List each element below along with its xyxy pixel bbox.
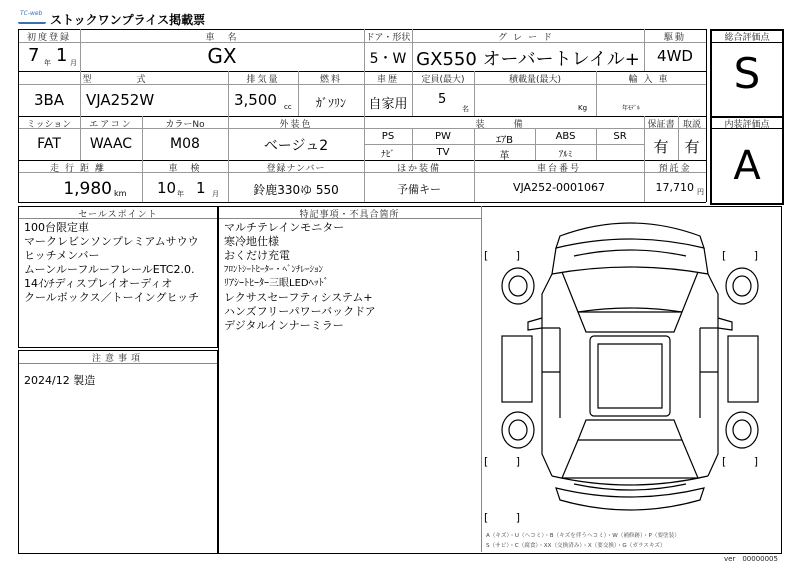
- load-unit: Kg: [578, 104, 588, 112]
- reg-year-unit: 年: [44, 59, 51, 67]
- logo: [18, 8, 46, 24]
- list-item: ﾘｱｼｰﾄﾋｰﾀｰ三眼LEDﾍｯﾄﾞ: [224, 278, 329, 289]
- other-equipment-header: ほか装備: [396, 164, 441, 174]
- special-notes-header: 特記事項・不具合箇所: [299, 210, 400, 220]
- inspection-month: 1: [196, 179, 206, 197]
- car-name: GX: [207, 44, 237, 68]
- list-item: マルチテレインモニター: [224, 221, 345, 234]
- model-header: 型 式: [82, 75, 164, 85]
- color-no-header: カラーNo: [165, 120, 205, 130]
- equip-ps: PS: [381, 131, 395, 142]
- drive-header: 駆動: [663, 33, 686, 43]
- special-notes-list: [224, 221, 376, 333]
- import-header: 輸入車: [628, 75, 674, 85]
- recycle-unit: 円: [697, 188, 704, 196]
- interior-grade-header: 内装評価点: [724, 120, 770, 130]
- bracket-top-left: [ ]: [484, 249, 533, 262]
- grade-header: グレード: [497, 33, 558, 43]
- list-item: ヒッチメンバー: [24, 249, 100, 262]
- recycle-value: 17,710: [655, 181, 694, 194]
- car-name-header: 車 名: [205, 33, 239, 43]
- displacement-value: 3,500: [234, 91, 277, 109]
- list-item: マークレビンソンプレミアムサウウ: [24, 235, 199, 248]
- list-item: ハンズフリーパワーバックドア: [224, 305, 376, 318]
- mission-value: FAT: [37, 136, 61, 152]
- door-header: ドア・形状: [365, 33, 411, 43]
- list-item: 寒冷地仕様: [224, 235, 279, 248]
- bracket-bottom-right: [ ]: [722, 455, 771, 468]
- grade-value: GX550 オーバートレイル+: [416, 49, 640, 70]
- list-item: デジタルインナーミラー: [224, 319, 344, 332]
- reg-month-unit: 月: [70, 59, 77, 67]
- equip-sr: SR: [613, 131, 627, 142]
- sales-point-list: [24, 221, 199, 305]
- exterior-color-header: 外装色: [279, 120, 313, 130]
- history-header: 車歴: [376, 75, 399, 85]
- inspection-year-unit: 年: [177, 190, 184, 198]
- model-prefix: 3BA: [33, 91, 65, 109]
- list-item: 14ｲﾝﾁディスプレイオーディオ: [24, 277, 173, 290]
- load-header: 積載量(最大): [508, 75, 562, 85]
- equip-pw: PW: [435, 131, 451, 142]
- chassis-header: 車台番号: [536, 164, 581, 174]
- first-reg-header: 初度登録: [26, 33, 71, 43]
- fuel-header: 燃料: [319, 75, 342, 85]
- warranty-value: 有: [653, 138, 669, 156]
- bracket-bottom-center: [ ]: [484, 511, 533, 524]
- aircon-header: エアコン: [89, 120, 133, 130]
- mileage-header: 走行距離: [49, 164, 110, 174]
- list-item: 100台限定車: [24, 221, 89, 234]
- bracket-top-right: [ ]: [722, 249, 771, 262]
- notes-header: 注意事項: [91, 354, 144, 364]
- overall-score: S: [733, 49, 761, 98]
- door-type: 5・W: [369, 51, 407, 67]
- equip-leather: 革: [499, 151, 510, 162]
- recycle-header: 預託金: [658, 164, 692, 174]
- equip-abs: ABS: [555, 131, 576, 142]
- equipment-header: 装 備: [475, 120, 533, 130]
- mileage-unit: km: [114, 189, 127, 198]
- list-item: レクサスセーフティシステム+: [224, 291, 373, 304]
- version-label: ver 00000005: [724, 555, 778, 563]
- list-item: おくだけ充電: [224, 249, 290, 262]
- aircon-value: WAAC: [89, 136, 133, 152]
- list-item: クールボックス／トーイングヒッチ: [24, 291, 200, 304]
- list-item: ムーンルーフルーフレールETC2.0.: [24, 263, 195, 276]
- logo-text: TC-web: [20, 10, 43, 17]
- list-item: ﾌﾛﾝﾄｼｰﾄﾋｰﾀｰ・ﾍﾞﾝﾁﾚｰｼｮﾝ: [224, 265, 324, 275]
- mission-header: ミッション: [26, 120, 72, 130]
- sales-point-header: セールスポイント: [78, 210, 158, 220]
- displacement-unit: cc: [284, 103, 292, 111]
- reg-month: 1: [56, 45, 68, 66]
- manual-header: 取説: [682, 120, 701, 130]
- interior-score: A: [733, 143, 761, 189]
- car-damage-diagram: [482, 208, 778, 528]
- exterior-color-value: ベージュ2: [263, 138, 329, 154]
- list-item: 2024/12 製造: [24, 374, 96, 387]
- plate-header: 登録ナンバー: [266, 164, 326, 174]
- inspection-year: 10: [157, 179, 177, 197]
- equip-navi: ﾅﾋﾞ: [381, 150, 395, 160]
- mileage-value: 1,980: [63, 179, 112, 199]
- color-no-value: M08: [170, 136, 200, 152]
- bracket-bottom-left: [ ]: [484, 455, 533, 468]
- warranty-header: 保証書: [647, 120, 675, 130]
- inspection-header: 車 検: [168, 164, 202, 174]
- model-code: VJA252W: [86, 91, 155, 109]
- plate-value: 鈴鹿330ゆ 550: [253, 183, 339, 197]
- chassis-value: VJA252-0001067: [512, 181, 606, 194]
- notes-list: [24, 374, 95, 388]
- manual-value: 有: [684, 138, 700, 156]
- other-equipment-value: 予備キー: [397, 183, 441, 196]
- inspection-month-unit: 月: [212, 190, 219, 198]
- overall-grade-header: 総合評価点: [724, 33, 770, 43]
- capacity-value: 5: [438, 92, 447, 107]
- equip-tv: TV: [436, 147, 450, 158]
- capacity-header: 定員(最大): [421, 75, 465, 85]
- history-value: 自家用: [368, 97, 408, 112]
- legend-line-2: S（サビ）・C（腐食）・XX（交換済み）・X（要交換）・G（ガラスキズ）: [486, 543, 666, 549]
- equip-airbag: ｴｱB: [496, 135, 513, 146]
- legend-line-1: A（キズ）・U（ヘコミ）・B（キズを伴うヘコミ）・W（補修跡）・P（要塗装）: [486, 533, 680, 539]
- year-model-label: 年ﾓﾃﾞﾙ: [622, 105, 641, 112]
- drive-value: 4WD: [657, 47, 693, 65]
- form-title: ストックワンプライス掲載票: [50, 13, 206, 27]
- capacity-unit: 名: [462, 105, 469, 113]
- displacement-header: 排気量: [246, 75, 280, 85]
- fuel-value: ｶﾞｿﾘﾝ: [315, 96, 346, 110]
- equip-alloy: ｱﾙﾐ: [558, 150, 573, 160]
- reg-year: 7: [28, 45, 40, 66]
